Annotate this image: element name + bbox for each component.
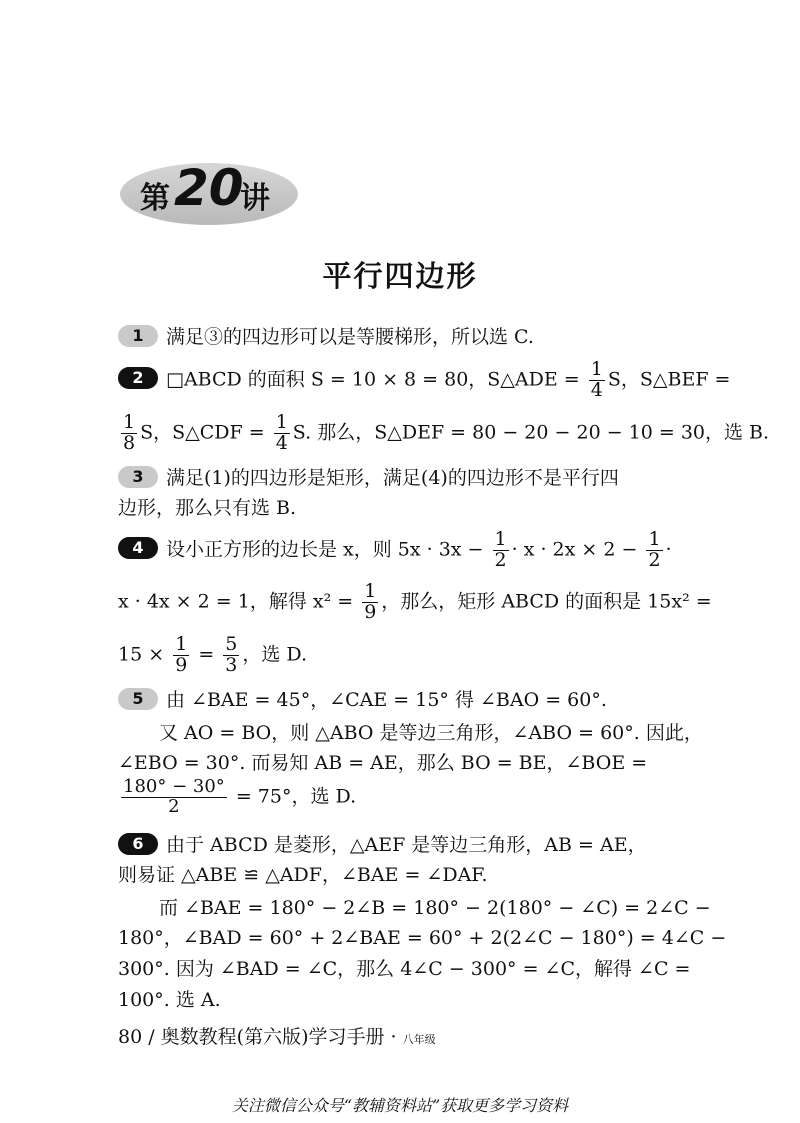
- answer-6-text-f: 100°. 选 A.: [118, 989, 221, 1011]
- answer-5-line-2: [159, 718, 703, 745]
- answer-3-line-2: [118, 493, 296, 520]
- fraction-1-9: $\frac{1}{9}$: [364, 580, 377, 623]
- answer-5-text-c: ∠EBO = 30°. 而易知 AB = AE，那么 BO = BE，∠BOE =: [118, 752, 648, 774]
- answer-1-text: 满足③的四边形可以是等腰梯形，所以选 C.: [166, 326, 534, 348]
- answer-number-4: 4: [118, 537, 158, 559]
- answer-6-line-5: [118, 954, 690, 981]
- answer-5-line-1: [118, 685, 607, 712]
- answer-2-text-d: S. 那么，S△DEF = 80 − 20 − 20 − 10 = 30，选 B.: [292, 421, 770, 444]
- answer-3-line-1: [118, 463, 619, 490]
- answer-6-text-e: 300°. 因为 ∠BAD = ∠C，那么 4∠C − 300° = ∠C，解得 ∠C =: [118, 958, 691, 980]
- grade-label: 八年级: [402, 1033, 436, 1046]
- answer-4-text-a: 设小正方形的边长是 x，则 5x · 3x −: [166, 538, 484, 561]
- fraction-5-3: $\frac{5}{3}$: [225, 633, 238, 676]
- fraction-1-4: $\frac{1}{4}$: [590, 358, 603, 401]
- answer-number-1: 1: [118, 325, 158, 347]
- fraction-1-4-b: $\frac{1}{4}$: [275, 411, 288, 454]
- answer-6-text-a: 由于 ABCD 是菱形，△AEF 是等边三角形，AB = AE，: [166, 834, 647, 856]
- answer-1-line-1: [118, 322, 534, 349]
- answer-4-text-e: ，那么，矩形 ABCD 的面积是 15x² =: [381, 590, 712, 613]
- book-title: / 奥数教程(第六版)学习手册 ·: [148, 1026, 397, 1048]
- answer-6-text-c: 而 ∠BAE = 180° − 2∠B = 180° − 2(180° − ∠C) = 2∠C −: [159, 897, 711, 919]
- answer-2-line-2: [118, 413, 769, 454]
- answer-4-text-g: =: [198, 643, 215, 666]
- lecture-badge: [120, 159, 298, 225]
- answer-6-line-2: [118, 860, 488, 887]
- watermark-text: 关注微信公众号“教辅资料站”获取更多学习资料: [231, 1096, 569, 1115]
- page-number: 80: [118, 1026, 143, 1048]
- answer-5-text-a: 由 ∠BAE = 45°，∠CAE = 15° 得 ∠BAO = 60°.: [166, 689, 607, 711]
- answer-4-line-2: [118, 582, 712, 623]
- fraction-1-8: $\frac{1}{8}$: [123, 411, 136, 454]
- answer-4-text-c: ·: [665, 538, 672, 561]
- answer-6-line-6: [118, 985, 221, 1012]
- answer-2-text-a: □ABCD 的面积 S = 10 × 8 = 80，S△ADE =: [166, 368, 580, 391]
- page-footer: [118, 1022, 436, 1049]
- answer-5-line-4: [118, 778, 356, 817]
- answer-6-text-d: 180°，∠BAD = 60° + 2∠BAE = 60° + 2(2∠C − 180°) = 4∠C −: [118, 927, 727, 949]
- answer-number-6: 6: [118, 833, 158, 855]
- lecture-suffix: 讲: [240, 181, 270, 216]
- answer-2-line-1: [118, 360, 730, 401]
- fraction-180-minus-30-over-2: $\frac{180^\circ - 30^\circ}{2}$: [123, 776, 225, 817]
- answer-number-3: 3: [118, 466, 158, 488]
- answer-6-line-3: [159, 893, 711, 920]
- answer-5-text-d: = 75°，选 D.: [235, 785, 357, 808]
- answer-6-line-1: [118, 830, 647, 857]
- answer-4-text-d: x · 4x × 2 = 1，解得 x² =: [118, 590, 354, 613]
- answer-4-text-f: 15 ×: [118, 643, 165, 666]
- answer-number-2: 2: [118, 367, 158, 389]
- answer-4-line-1: [118, 530, 672, 571]
- lecture-prefix: 第: [140, 181, 170, 216]
- answer-4-text-b: · x · 2x × 2 −: [511, 538, 638, 561]
- answer-6-text-b: 则易证 △ABE ≌ △ADF，∠BAE = ∠DAF.: [118, 864, 488, 886]
- page-title: 平行四边形: [322, 259, 478, 293]
- answer-2-text-c: S，S△CDF =: [140, 421, 265, 444]
- fraction-1-2-b: $\frac{1}{2}$: [648, 528, 661, 571]
- answer-4-line-3: [118, 635, 307, 676]
- answer-3-text-b: 边形，那么只有选 B.: [118, 497, 297, 519]
- lecture-number: 20: [174, 159, 244, 217]
- answer-5-line-3: [118, 748, 647, 775]
- answer-3-text-a: 满足(1)的四边形是矩形，满足(4)的四边形不是平行四: [166, 467, 619, 489]
- answer-number-5: 5: [118, 688, 158, 710]
- answer-2-text-b: S，S△BEF =: [607, 368, 731, 391]
- answer-5-text-b: 又 AO = BO，则 △ABO 是等边三角形，∠ABO = 60°. 因此，: [159, 722, 703, 744]
- fraction-1-9-b: $\frac{1}{9}$: [175, 633, 188, 676]
- fraction-1-2: $\frac{1}{2}$: [494, 528, 507, 571]
- answer-4-text-h: ，选 D.: [242, 643, 308, 666]
- answer-6-line-4: [118, 923, 726, 950]
